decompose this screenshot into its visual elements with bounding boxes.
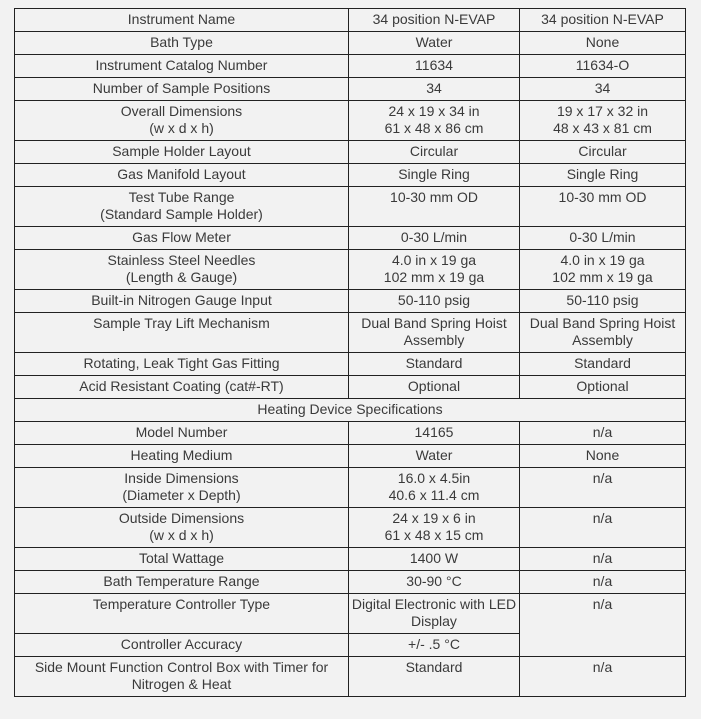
row-value-1: Single Ring (348, 164, 519, 187)
row-value-2: Single Ring (520, 164, 686, 187)
table-row (15, 164, 686, 187)
row-value-2: 19 x 17 x 32 in 48 x 43 x 81 cm (520, 101, 686, 141)
spec-table (14, 8, 686, 697)
row-value-1: +/- .5 °C (348, 634, 519, 657)
row-label: Inside Dimensions (Diameter x Depth) (15, 468, 349, 508)
table-row (15, 313, 686, 353)
row-value-1: 24 x 19 x 34 in 61 x 48 x 86 cm (348, 101, 519, 141)
header-col2: 34 position N-EVAP (520, 9, 686, 32)
table-row (15, 594, 686, 634)
row-label: Bath Type (15, 32, 349, 55)
table-row (15, 290, 686, 313)
table-row (15, 548, 686, 571)
row-value-2: n/a (520, 508, 686, 548)
row-value-2: None (520, 445, 686, 468)
table-row (15, 250, 686, 290)
row-value-2: Circular (520, 141, 686, 164)
row-value-1: Standard (348, 353, 519, 376)
header-col1: 34 position N-EVAP (348, 9, 519, 32)
row-value-2: n/a (520, 594, 686, 657)
table-row (15, 422, 686, 445)
row-value-1: 34 (348, 78, 519, 101)
row-value-1: 11634 (348, 55, 519, 78)
row-value-2: Optional (520, 376, 686, 399)
row-value-1: Water (348, 445, 519, 468)
table-row (15, 657, 686, 697)
row-label: Heating Medium (15, 445, 349, 468)
header-row (15, 9, 686, 32)
table-row (15, 101, 686, 141)
row-value-2: n/a (520, 657, 686, 697)
table-row (15, 55, 686, 78)
table-row (15, 141, 686, 164)
row-label: Bath Temperature Range (15, 571, 349, 594)
row-label: Stainless Steel Needles (Length & Gauge) (15, 250, 349, 290)
row-label: Side Mount Function Control Box with Timer for Nitrogen & Heat (15, 657, 349, 697)
row-value-1: 50-110 psig (348, 290, 519, 313)
row-label: Overall Dimensions (w x d x h) (15, 101, 349, 141)
row-value-2: 11634-O (520, 55, 686, 78)
row-value-1: Water (348, 32, 519, 55)
row-value-2: None (520, 32, 686, 55)
table-row (15, 353, 686, 376)
row-label: Controller Accuracy (15, 634, 349, 657)
row-value-1: Circular (348, 141, 519, 164)
table-row (15, 376, 686, 399)
row-value-1: Dual Band Spring Hoist Assembly (348, 313, 519, 353)
row-value-1: 0-30 L/min (348, 227, 519, 250)
table-row (15, 445, 686, 468)
section-header-row (15, 399, 686, 422)
row-value-1: Digital Electronic with LED Display (348, 594, 519, 634)
row-value-1: 30-90 °C (348, 571, 519, 594)
row-value-1: 24 x 19 x 6 in 61 x 48 x 15 cm (348, 508, 519, 548)
table-row (15, 78, 686, 101)
row-value-2: n/a (520, 468, 686, 508)
row-value-2: n/a (520, 571, 686, 594)
row-label: Built-in Nitrogen Gauge Input (15, 290, 349, 313)
header-label: Instrument Name (15, 9, 349, 32)
row-value-1: 10-30 mm OD (348, 187, 519, 227)
table-row (15, 571, 686, 594)
row-label: Test Tube Range (Standard Sample Holder) (15, 187, 349, 227)
row-label: Sample Tray Lift Mechanism (15, 313, 349, 353)
row-value-2: 50-110 psig (520, 290, 686, 313)
row-value-2: n/a (520, 548, 686, 571)
row-value-2: n/a (520, 422, 686, 445)
row-value-1: 1400 W (348, 548, 519, 571)
row-value-2: Dual Band Spring Hoist Assembly (520, 313, 686, 353)
row-label: Sample Holder Layout (15, 141, 349, 164)
table-row (15, 508, 686, 548)
row-value-1: 16.0 x 4.5in 40.6 x 11.4 cm (348, 468, 519, 508)
row-label: Acid Resistant Coating (cat#-RT) (15, 376, 349, 399)
row-label: Gas Flow Meter (15, 227, 349, 250)
row-value-1: 14165 (348, 422, 519, 445)
row-label: Model Number (15, 422, 349, 445)
table-row (15, 187, 686, 227)
row-label: Number of Sample Positions (15, 78, 349, 101)
row-label: Total Wattage (15, 548, 349, 571)
row-label: Gas Manifold Layout (15, 164, 349, 187)
row-value-2: 34 (520, 78, 686, 101)
row-label: Rotating, Leak Tight Gas Fitting (15, 353, 349, 376)
table-row (15, 227, 686, 250)
row-value-2: 10-30 mm OD (520, 187, 686, 227)
row-label: Outside Dimensions (w x d x h) (15, 508, 349, 548)
row-label: Instrument Catalog Number (15, 55, 349, 78)
row-label: Temperature Controller Type (15, 594, 349, 634)
table-row (15, 468, 686, 508)
row-value-2: 4.0 in x 19 ga 102 mm x 19 ga (520, 250, 686, 290)
row-value-1: Optional (348, 376, 519, 399)
row-value-2: Standard (520, 353, 686, 376)
row-value-1: 4.0 in x 19 ga 102 mm x 19 ga (348, 250, 519, 290)
row-value-1: Standard (348, 657, 519, 697)
row-value-2: 0-30 L/min (520, 227, 686, 250)
section-title: Heating Device Specifications (15, 399, 686, 422)
table-row (15, 32, 686, 55)
